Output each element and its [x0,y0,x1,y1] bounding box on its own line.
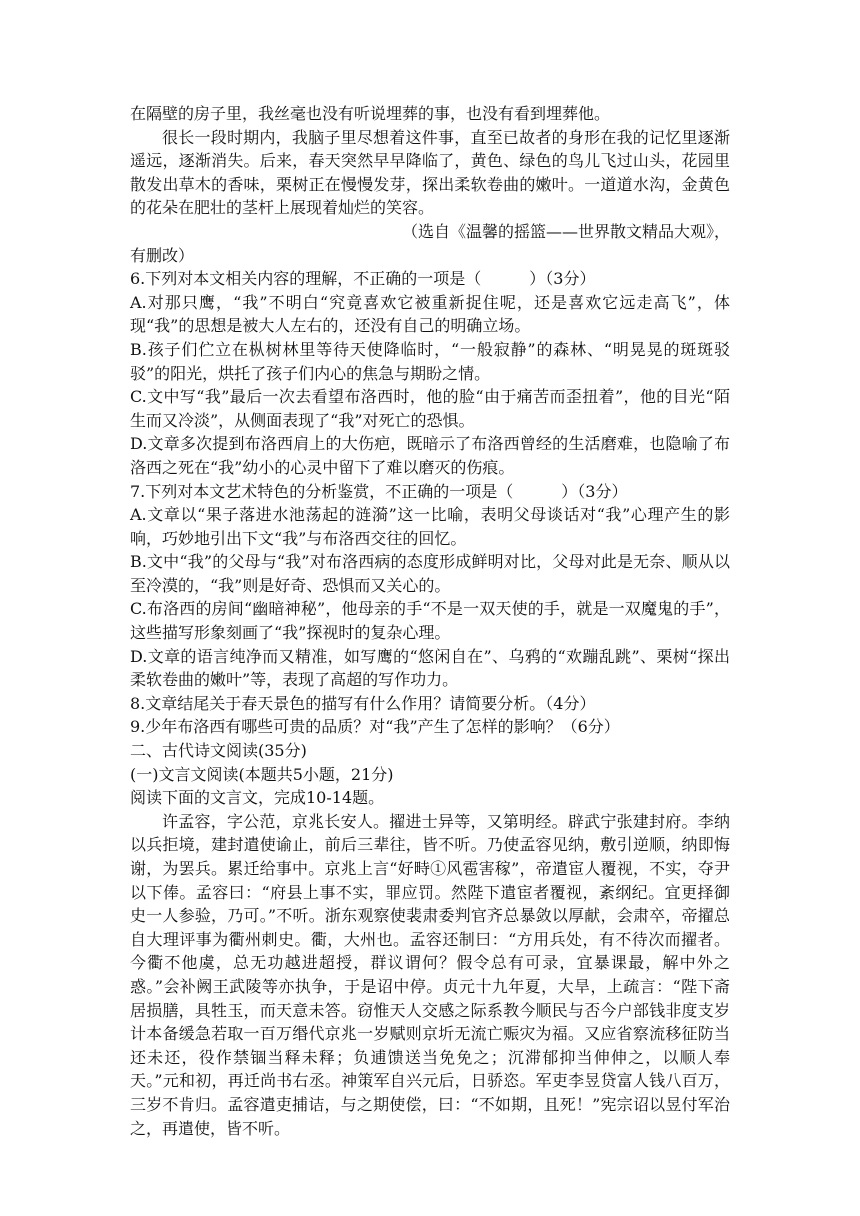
story-paragraph: 很长一段时期内，我脑子里尽想着这件事，直至已故者的身形在我的记忆里逐渐遥远，逐渐消失。后来，春天突然早早降临了，黄色、绿色的鸟儿飞过山头，花园里散发出草木的香味，栗树正在慢慢发芽，探出柔软卷曲的嫩叶。一道道水沟，金黄色的花朵在肥壮的茎杆上展现着灿烂的笑容。 [130,127,730,218]
question-7-option-a: A.文章以“果子落进水池荡起的涟漪”这一比喻，表明父母谈话对“我”心理产生的影响，巧妙地引出下文“我”与布洛西交往的回忆。 [130,505,730,548]
section-subtitle: (一)文言文阅读(本题共5小题，21分) [130,764,394,784]
exam-page [130,102,730,1140]
question-6-option-d: D.文章多次提到布洛西肩上的大伤疤，既暗示了布洛西曾经的生活磨难，也隐喻了布洛西之死在“我”幼小的心灵中留下了难以磨灭的伤痕。 [130,434,730,477]
classical-passage: 许孟容，字公范，京兆长安人。擢进士异等，又第明经。辟武宁张建封府。李纳以兵拒境，建封遣使谕止，前后三辈往，皆不听。乃使孟容见纳，敷引逆顺，纳即悔谢，为罢兵。累迁给事中。京兆上言“好畤①风雹害稼”，帝遣宦人覆视，不实，夺尹以下俸。孟容曰：“府县上事不实，罪应罚。然陛下遣宦者覆视，紊纲纪。宜更择御史一人参验，乃可。”不听。浙东观察使裴肃委判官齐总暴敛以厚献，会肃卒，帝擢总自大理评事为衢州刺史。衢，大州也。孟容还制曰：“方用兵处，有不待次而擢者。今衢不他虞，总无功越进超授，群议谓何？假令总有可录，宜暴课最，解中外之惑。”会补阙王武陵等亦执争，于是诏中停。贞元十九年夏，大旱，上疏言：“陛下斋居损膳，具牲玉，而天意未答。窃惟天人交感之际系教今顺民与否今户部钱非度支岁计本备缓急若取一百万缗代京兆一岁赋则京圻无流亡赈灾为福。又应省察流移征防当还未还，役作禁锢当释未释；负逋馈送当免免之；沉滞郁抑当伸伸之，以顺人奉天。”元和初，再迁尚书右丞。神策军自兴元后，日骄恣。军吏李昱贷富人钱八百万，三岁不肯归。孟容遣吏捕诘，与之期使偿，曰：“不如期，且死！”宪宗诏以昱付军治之，再遣使，皆不听。 [130,811,730,1138]
question-7-option-d: D.文章的语言纯净而又精准，如写鹰的“悠闲自在”、乌鸦的“欢蹦乱跳”、栗树“探出柔软卷曲的嫩叶”等，表现了高超的写作功力。 [130,646,730,690]
question-6: 6.下列对本文相关内容的理解，不正确的一项是（ ）（3分） [130,269,596,289]
question-7: 7.下列对本文艺术特色的分析鉴赏，不正确的一项是（ ）（3分） [130,481,628,501]
question-8: 8.文章结尾关于春天景色的描写有什么作用？请简要分析。（4分） [130,693,596,713]
source-citation-tail: 有删改） [130,245,195,265]
question-7-option-c: C.布洛西的房间“幽暗神秘”，他母亲的手“不是一双天使的手，就是一双魔鬼的手”，这些描写形象刻画了“我”探视时的复杂心理。 [130,599,730,643]
question-9: 9.少年布洛西有哪些可贵的品质？对“我”产生了怎样的影响？（6分） [130,717,620,737]
source-citation: （选自《温馨的摇篮——世界散文精品大观》， [401,221,730,241]
question-6-option-b: B.孩子们伫立在枞树林里等待天使降临时，“一般寂静”的森林、“明晃晃的斑斑驳驳”的阳光，烘托了孩子们内心的焦急与期盼之情。 [130,339,730,383]
story-paragraph: 在隔壁的房子里，我丝毫也没有听说埋葬的事，也没有看到埋葬他。 [130,104,611,123]
section-title: 二、古代诗文阅读(35分) [130,741,307,761]
question-7-option-b: B.文中“我”的父母与“我”对布洛西病的态度形成鲜明对比，父母对此是无奈、顺从以至冷漠的，“我”则是好奇、恐惧而又关心的。 [130,552,730,595]
question-6-option-a: A.对那只鹰，“我”不明白“究竟喜欢它被重新捉住呢，还是喜欢它远走高飞”，体现“我”的思想是被大人左右的，还没有自己的明确立场。 [130,292,730,336]
question-6-option-c: C.文中写“我”最后一次去看望布洛西时，他的脸“由于痛苦而歪扭着”，他的目光“陌生而又冷淡”，从侧面表现了“我”对死亡的恐惧。 [130,387,730,430]
section-instruction: 阅读下面的文言文，完成10-14题。 [130,788,385,808]
